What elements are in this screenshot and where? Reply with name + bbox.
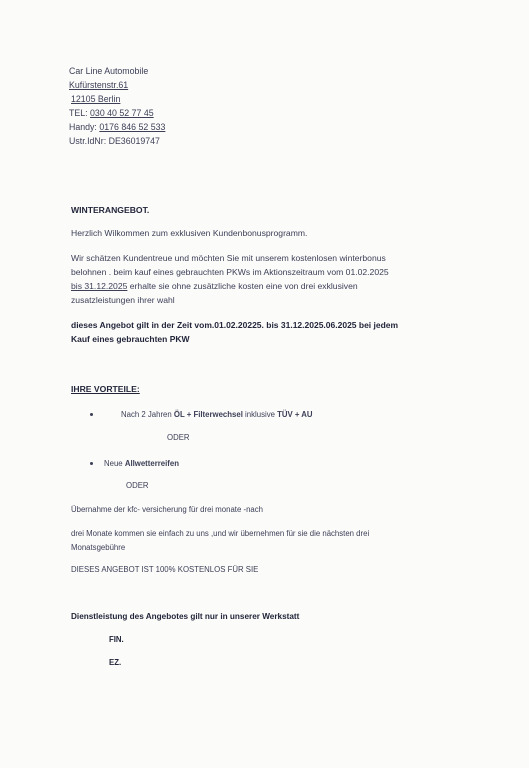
advantage-text: inklusive — [242, 410, 278, 419]
advantage-text-bold: Allwetterreifen — [124, 459, 179, 468]
vat-id: Ustr.IdNr: DE36019747 — [69, 136, 160, 146]
offer-heading: WINTERANGEBOT. — [71, 205, 150, 215]
mobile-number: 0176 846 52 533 — [99, 122, 166, 132]
paragraph-line: Wir schätzen Kundentreue und möchten Sie mit unserem kostenlosen winterbonus — [71, 253, 386, 263]
advantage-text: Nach 2 Jahren — [121, 410, 174, 419]
mobile-line — [69, 122, 165, 133]
offer-end-date: bis 31.12.2025 — [71, 281, 128, 291]
advantage-item — [104, 459, 179, 469]
free-offer-line: DIESES ANGEBOT IST 100% KOSTENLOS FÜR SIE — [71, 565, 259, 574]
advantage-item: drei Monate kommen sie einfach zu uns ,und wir übernehmen für sie die nächsten drei — [71, 529, 370, 538]
mobile-label: Handy: — [69, 122, 97, 132]
advantage-text-bold: TÜV + AU — [277, 410, 313, 419]
paragraph-line: belohnen . beim kauf eines gebrauchten PKWs im Aktionszeitraum vom 01.02.2025 — [71, 267, 389, 277]
phone-label: TEL: — [69, 108, 88, 118]
city-address: 12105 Berlin — [71, 94, 121, 104]
service-notice: Dienstleistung des Angebotes gilt nur in unserer Werkstatt — [71, 612, 300, 621]
street-address: Kufürstenstr.61 — [69, 80, 129, 90]
ez-label: EZ. — [109, 658, 122, 667]
advantage-item: Monatsgebühre — [71, 543, 126, 552]
advantage-text-bold: ÖL + Filterwechsel — [173, 410, 243, 419]
validity-statement: dieses Angebot gilt in der Zeit vom.01.02.20225. bis 31.12.2025.06.2025 bei jedem — [71, 320, 399, 330]
or-separator: ODER — [126, 481, 149, 490]
advantage-item: Übernahme der kfc- versicherung für drei monate -nach — [71, 505, 263, 514]
phone-line — [69, 108, 154, 119]
greeting: Herzlich Wilkommen zum exklusiven Kundenbonusprogramm. — [71, 228, 308, 238]
fin-label: FIN. — [109, 635, 124, 644]
advantage-text: Neue — [104, 459, 125, 468]
advantage-item — [121, 410, 313, 420]
phone-number: 030 40 52 77 45 — [90, 108, 154, 118]
paragraph-line — [71, 281, 358, 292]
bullet-icon — [90, 462, 93, 465]
advantages-heading: IHRE VORTEILE: — [71, 384, 140, 394]
company-name: Car Line Automobile — [69, 66, 149, 76]
paragraph-line: zusatzleistungen ihrer wahl — [71, 295, 175, 305]
or-separator: ODER — [167, 433, 190, 442]
bullet-icon — [90, 413, 93, 416]
validity-statement: Kauf eines gebrauchten PKW — [71, 334, 190, 344]
paragraph-text: erhalte sie ohne zusätzliche kosten eine von drei exklusiven — [127, 281, 358, 291]
